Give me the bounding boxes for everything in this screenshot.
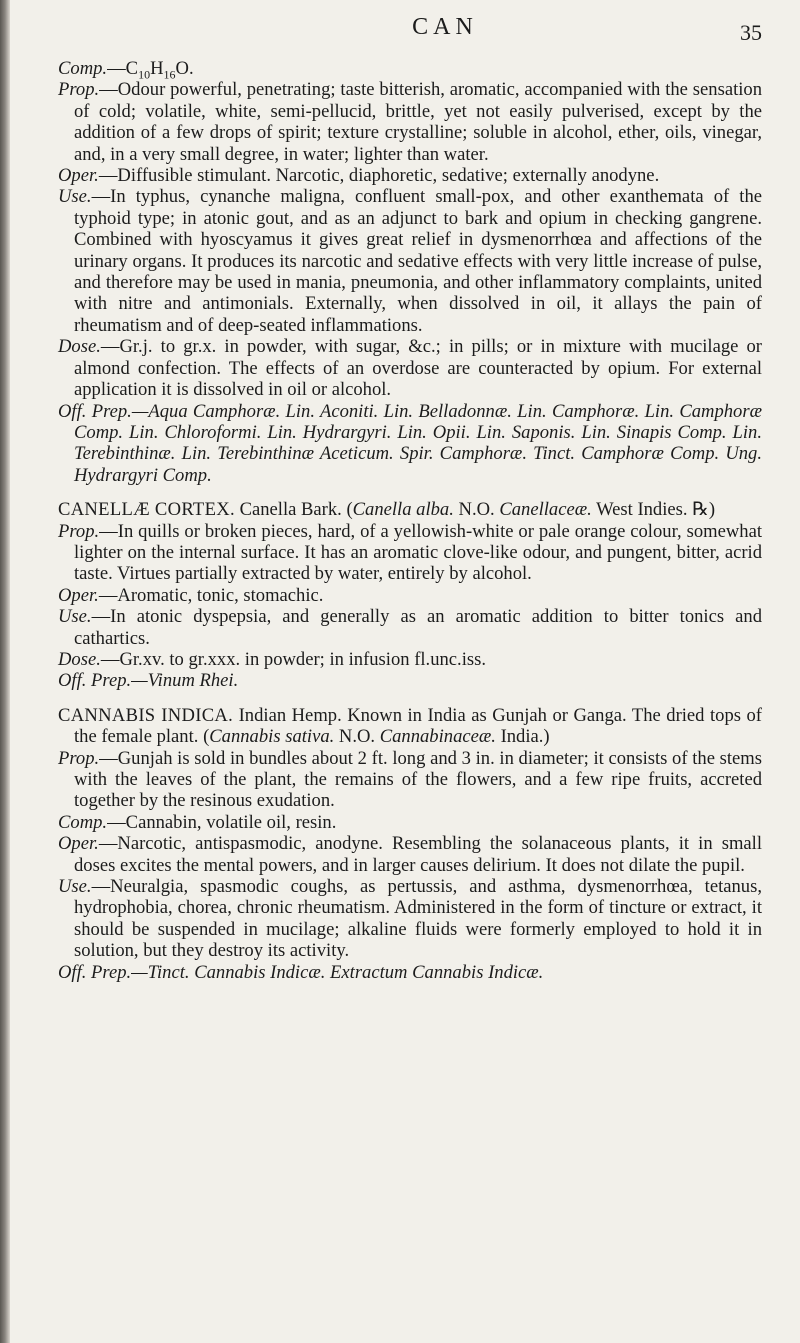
cannabis-heading: CANNABIS INDICA. Indian Hemp. Known in India as Gunjah or Ganga. The dried tops of the female plant. (Cannabis sativa. N.O. Cannabinaceæ. India.): [58, 704, 762, 748]
cannabis-composition: Comp.—Cannabin, volatile oil, resin.: [58, 811, 337, 833]
section-label: Comp.: [58, 811, 108, 833]
camphora-properties: Prop.—Odour powerful, penetrating; taste bitterish, aromatic, accompanied with the sensation of cold; volatile, white, semi-pellucid, brittle, yet not easily pulverised, except by the addition of a few drops of spirit; texture crystalline; soluble in alcohol, ether, oils, vinegar, and, in a very small degree, in water; lighter than water.: [58, 79, 762, 165]
section-label: Off. Prep.: [58, 400, 132, 422]
section-label: Prop.: [58, 747, 100, 769]
canella-heading: CANELLÆ CORTEX. Canella Bark. (Canella alba. N.O. Canellaceæ. West Indies. ℞): [58, 499, 716, 521]
entry-separator: [58, 692, 762, 705]
section-label: Prop.: [58, 520, 100, 542]
page-header: [58, 0, 762, 58]
canella-properties: Prop.—In quills or broken pieces, hard, of a yellowish-white or pale orange colour, somewhat lighter on the internal surface. It has an aromatic clove-like odour, and pungent, bitter, acrid taste. Virtues partially extracted by water, entirely by alcohol.: [58, 520, 762, 585]
running-title: CAN: [412, 14, 478, 40]
camphora-official-preparations: Off. Prep.—Aqua Camphoræ. Lin. Aconiti. Lin. Belladonnæ. Lin. Camphoræ. Lin. Camphoræ Comp. Lin. Chloroformi. Lin. Hydrargyri. Lin. Opii. Lin. Saponis. Lin. Sinapis Comp. Lin. Terebinthinæ. Lin. Terebinthinæ Aceticum. Spir. Camphoræ. Tinct. Camphoræ Comp. Ung. Hydrargyri Comp.: [58, 400, 762, 486]
section-label: Use.: [58, 186, 92, 208]
section-label: Comp.: [58, 58, 108, 79]
camphora-composition: $Comp.—C_{10}H_{16}O$.: [58, 58, 194, 82]
entry-title: CANELLÆ CORTEX.: [58, 499, 235, 521]
camphora-operation: Oper.—Diffusible stimulant. Narcotic, diaphoretic, sedative; externally anodyne.: [58, 165, 660, 187]
page-content: [58, 58, 762, 983]
page-number: 35: [740, 20, 762, 45]
section-label: Oper.: [58, 833, 99, 855]
section-label: Prop.: [58, 79, 100, 101]
section-label: Dose.: [58, 648, 101, 670]
canella-official-preparations: Off. Prep.—Vinum Rhei.: [58, 670, 239, 692]
section-label: Use.: [58, 876, 92, 898]
cannabis-use: Use.—Neuralgia, spasmodic coughs, as pertussis, and asthma, dysmenorrhœa, tetanus, hydrophobia, chorea, chronic rheumatism. Administered in the form of tincture or extract, it should be suspended in mucilage; alkaline fluids were formerly employed to hold it in solution, but they destroy its activity.: [58, 876, 762, 962]
section-label: Oper.: [58, 165, 99, 187]
section-label: Dose.: [58, 336, 101, 358]
cannabis-properties: Prop.—Gunjah is sold in bundles about 2 ft. long and 3 in. in diameter; it consists of the stems with the leaves of the plant, the remains of the flowers, and a few ripe fruits, accreted together by the resinous exudation.: [58, 747, 762, 812]
section-label: Off. Prep.: [58, 670, 132, 692]
page-binding-edge: [0, 0, 10, 1343]
cannabis-operation: Oper.—Narcotic, antispasmodic, anodyne. Resembling the solanaceous plants, it in small doses excites the mental powers, and in larger causes delirium. It does not dilate the pupil.: [58, 833, 762, 876]
camphora-dose: Dose.—Gr.j. to gr.x. in powder, with sugar, &c.; in pills; or in mixture with mucilage or almond confection. The effects of an overdose are counteracted by opium. For external application it is dissolved in oil or alcohol.: [58, 336, 762, 401]
entry-separator: [58, 486, 762, 499]
section-label: Off. Prep.: [58, 961, 132, 983]
section-label: Use.: [58, 606, 92, 628]
section-label: Oper.: [58, 584, 99, 606]
canella-dose: Dose.—Gr.xv. to gr.xxx. in powder; in infusion fl.unc.iss.: [58, 648, 486, 670]
entry-title: CANNABIS INDICA.: [58, 704, 234, 726]
camphora-use: Use.—In typhus, cynanche maligna, confluent small-pox, and other exanthemata of the typhoid type; in atonic gout, and as an adjunct to bark and opium in checking gangrene. Combined with hyoscyamus it gives great relief in dysmenorrhœa and affections of the urinary organs. It produces its narcotic and sedative effects with very little increase of pulse, and therefore may be used in mania, pneumonia, and other inflammatory complaints, united with nitre and antimonials. Externally, when dissolved in oil, it allays the pain of rheumatism and of deep-seated inflammations.: [58, 186, 762, 336]
cannabis-official-preparations: Off. Prep.—Tinct. Cannabis Indicæ. Extractum Cannabis Indicæ.: [58, 961, 544, 983]
canella-use: Use.—In atonic dyspepsia, and generally as an aromatic addition to bitter tonics and cathartics.: [58, 606, 762, 649]
canella-operation: Oper.—Aromatic, tonic, stomachic.: [58, 584, 324, 606]
